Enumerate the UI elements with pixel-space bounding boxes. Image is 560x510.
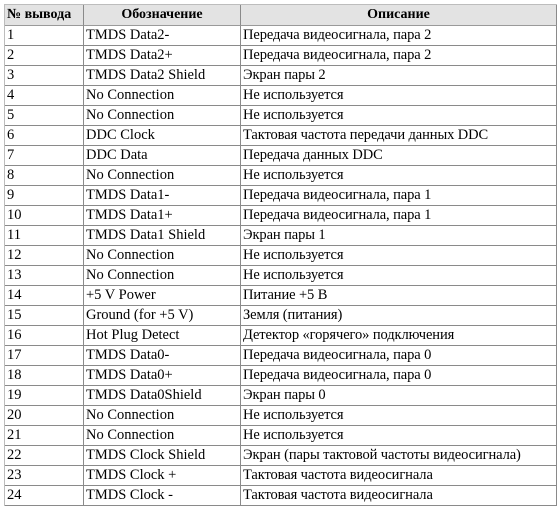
cell-description: Питание +5 В — [241, 286, 557, 306]
pinout-table — [4, 4, 557, 506]
cell-pin-number: 16 — [5, 326, 84, 346]
cell-description: Тактовая частота видеосигнала — [241, 486, 557, 506]
cell-pin-number: 1 — [5, 26, 84, 46]
cell-designation: TMDS Data0+ — [84, 366, 241, 386]
cell-pin-number: 2 — [5, 46, 84, 66]
header-description: Описание — [241, 5, 557, 26]
table-row — [5, 186, 557, 206]
cell-designation: No Connection — [84, 86, 241, 106]
cell-pin-number: 18 — [5, 366, 84, 386]
cell-pin-number: 15 — [5, 306, 84, 326]
cell-description: Передача видеосигнала, пара 0 — [241, 366, 557, 386]
cell-designation: No Connection — [84, 266, 241, 286]
cell-pin-number: 5 — [5, 106, 84, 126]
cell-description: Передача видеосигнала, пара 0 — [241, 346, 557, 366]
cell-pin-number: 20 — [5, 406, 84, 426]
table-row — [5, 286, 557, 306]
cell-pin-number: 7 — [5, 146, 84, 166]
cell-pin-number: 8 — [5, 166, 84, 186]
cell-description: Экран пары 1 — [241, 226, 557, 246]
cell-description: Передача видеосигнала, пара 2 — [241, 26, 557, 46]
table-row — [5, 66, 557, 86]
cell-pin-number: 24 — [5, 486, 84, 506]
table-row — [5, 46, 557, 66]
cell-designation: TMDS Data1+ — [84, 206, 241, 226]
table-row — [5, 246, 557, 266]
cell-designation: +5 V Power — [84, 286, 241, 306]
cell-pin-number: 23 — [5, 466, 84, 486]
table-row — [5, 146, 557, 166]
table-row — [5, 446, 557, 466]
cell-pin-number: 13 — [5, 266, 84, 286]
cell-designation: TMDS Data0Shield — [84, 386, 241, 406]
cell-designation: DDC Clock — [84, 126, 241, 146]
cell-designation: TMDS Data1 Shield — [84, 226, 241, 246]
header-pin-number: № вывода — [5, 5, 84, 26]
cell-description: Не используется — [241, 426, 557, 446]
cell-pin-number: 19 — [5, 386, 84, 406]
cell-pin-number: 10 — [5, 206, 84, 226]
cell-designation: TMDS Clock - — [84, 486, 241, 506]
cell-description: Тактовая частота передачи данных DDC — [241, 126, 557, 146]
header-row — [5, 5, 557, 26]
cell-designation: No Connection — [84, 246, 241, 266]
table-body — [5, 26, 557, 506]
table-row — [5, 166, 557, 186]
table-row — [5, 266, 557, 286]
table-row — [5, 426, 557, 446]
cell-designation: TMDS Data2+ — [84, 46, 241, 66]
table-row — [5, 206, 557, 226]
cell-description: Экран (пары тактовой частоты видеосигнала) — [241, 446, 557, 466]
cell-description: Тактовая частота видеосигнала — [241, 466, 557, 486]
table-row — [5, 406, 557, 426]
cell-pin-number: 17 — [5, 346, 84, 366]
cell-description: Детектор «горячего» подключения — [241, 326, 557, 346]
cell-description: Экран пары 2 — [241, 66, 557, 86]
table-row — [5, 86, 557, 106]
cell-description: Передача видеосигнала, пара 1 — [241, 206, 557, 226]
cell-pin-number: 11 — [5, 226, 84, 246]
table-row — [5, 466, 557, 486]
table-row — [5, 386, 557, 406]
table-row — [5, 326, 557, 346]
cell-designation: TMDS Clock + — [84, 466, 241, 486]
cell-description: Передача видеосигнала, пара 2 — [241, 46, 557, 66]
cell-description: Не используется — [241, 166, 557, 186]
table-row — [5, 106, 557, 126]
cell-description: Экран пары 0 — [241, 386, 557, 406]
cell-designation: TMDS Data2- — [84, 26, 241, 46]
table-row — [5, 126, 557, 146]
table-header — [5, 5, 557, 26]
table-row — [5, 346, 557, 366]
cell-designation: No Connection — [84, 426, 241, 446]
cell-designation: Ground (for +5 V) — [84, 306, 241, 326]
cell-pin-number: 21 — [5, 426, 84, 446]
cell-designation: No Connection — [84, 166, 241, 186]
cell-pin-number: 14 — [5, 286, 84, 306]
table-row — [5, 486, 557, 506]
cell-pin-number: 3 — [5, 66, 84, 86]
cell-designation: TMDS Data2 Shield — [84, 66, 241, 86]
table-row — [5, 226, 557, 246]
cell-designation: DDC Data — [84, 146, 241, 166]
cell-pin-number: 12 — [5, 246, 84, 266]
header-designation: Обозначение — [84, 5, 241, 26]
cell-description: Не используется — [241, 246, 557, 266]
cell-description: Передача видеосигнала, пара 1 — [241, 186, 557, 206]
table-row — [5, 26, 557, 46]
cell-designation: Hot Plug Detect — [84, 326, 241, 346]
table-row — [5, 366, 557, 386]
pinout-table-container — [4, 4, 556, 506]
cell-designation: TMDS Data1- — [84, 186, 241, 206]
cell-description: Не используется — [241, 406, 557, 426]
cell-description: Не используется — [241, 86, 557, 106]
cell-pin-number: 4 — [5, 86, 84, 106]
table-row — [5, 306, 557, 326]
cell-pin-number: 6 — [5, 126, 84, 146]
cell-designation: No Connection — [84, 406, 241, 426]
cell-description: Не используется — [241, 266, 557, 286]
cell-designation: No Connection — [84, 106, 241, 126]
cell-designation: TMDS Data0- — [84, 346, 241, 366]
cell-description: Передача данных DDC — [241, 146, 557, 166]
cell-description: Не используется — [241, 106, 557, 126]
cell-pin-number: 22 — [5, 446, 84, 466]
cell-description: Земля (питания) — [241, 306, 557, 326]
cell-designation: TMDS Clock Shield — [84, 446, 241, 466]
cell-pin-number: 9 — [5, 186, 84, 206]
